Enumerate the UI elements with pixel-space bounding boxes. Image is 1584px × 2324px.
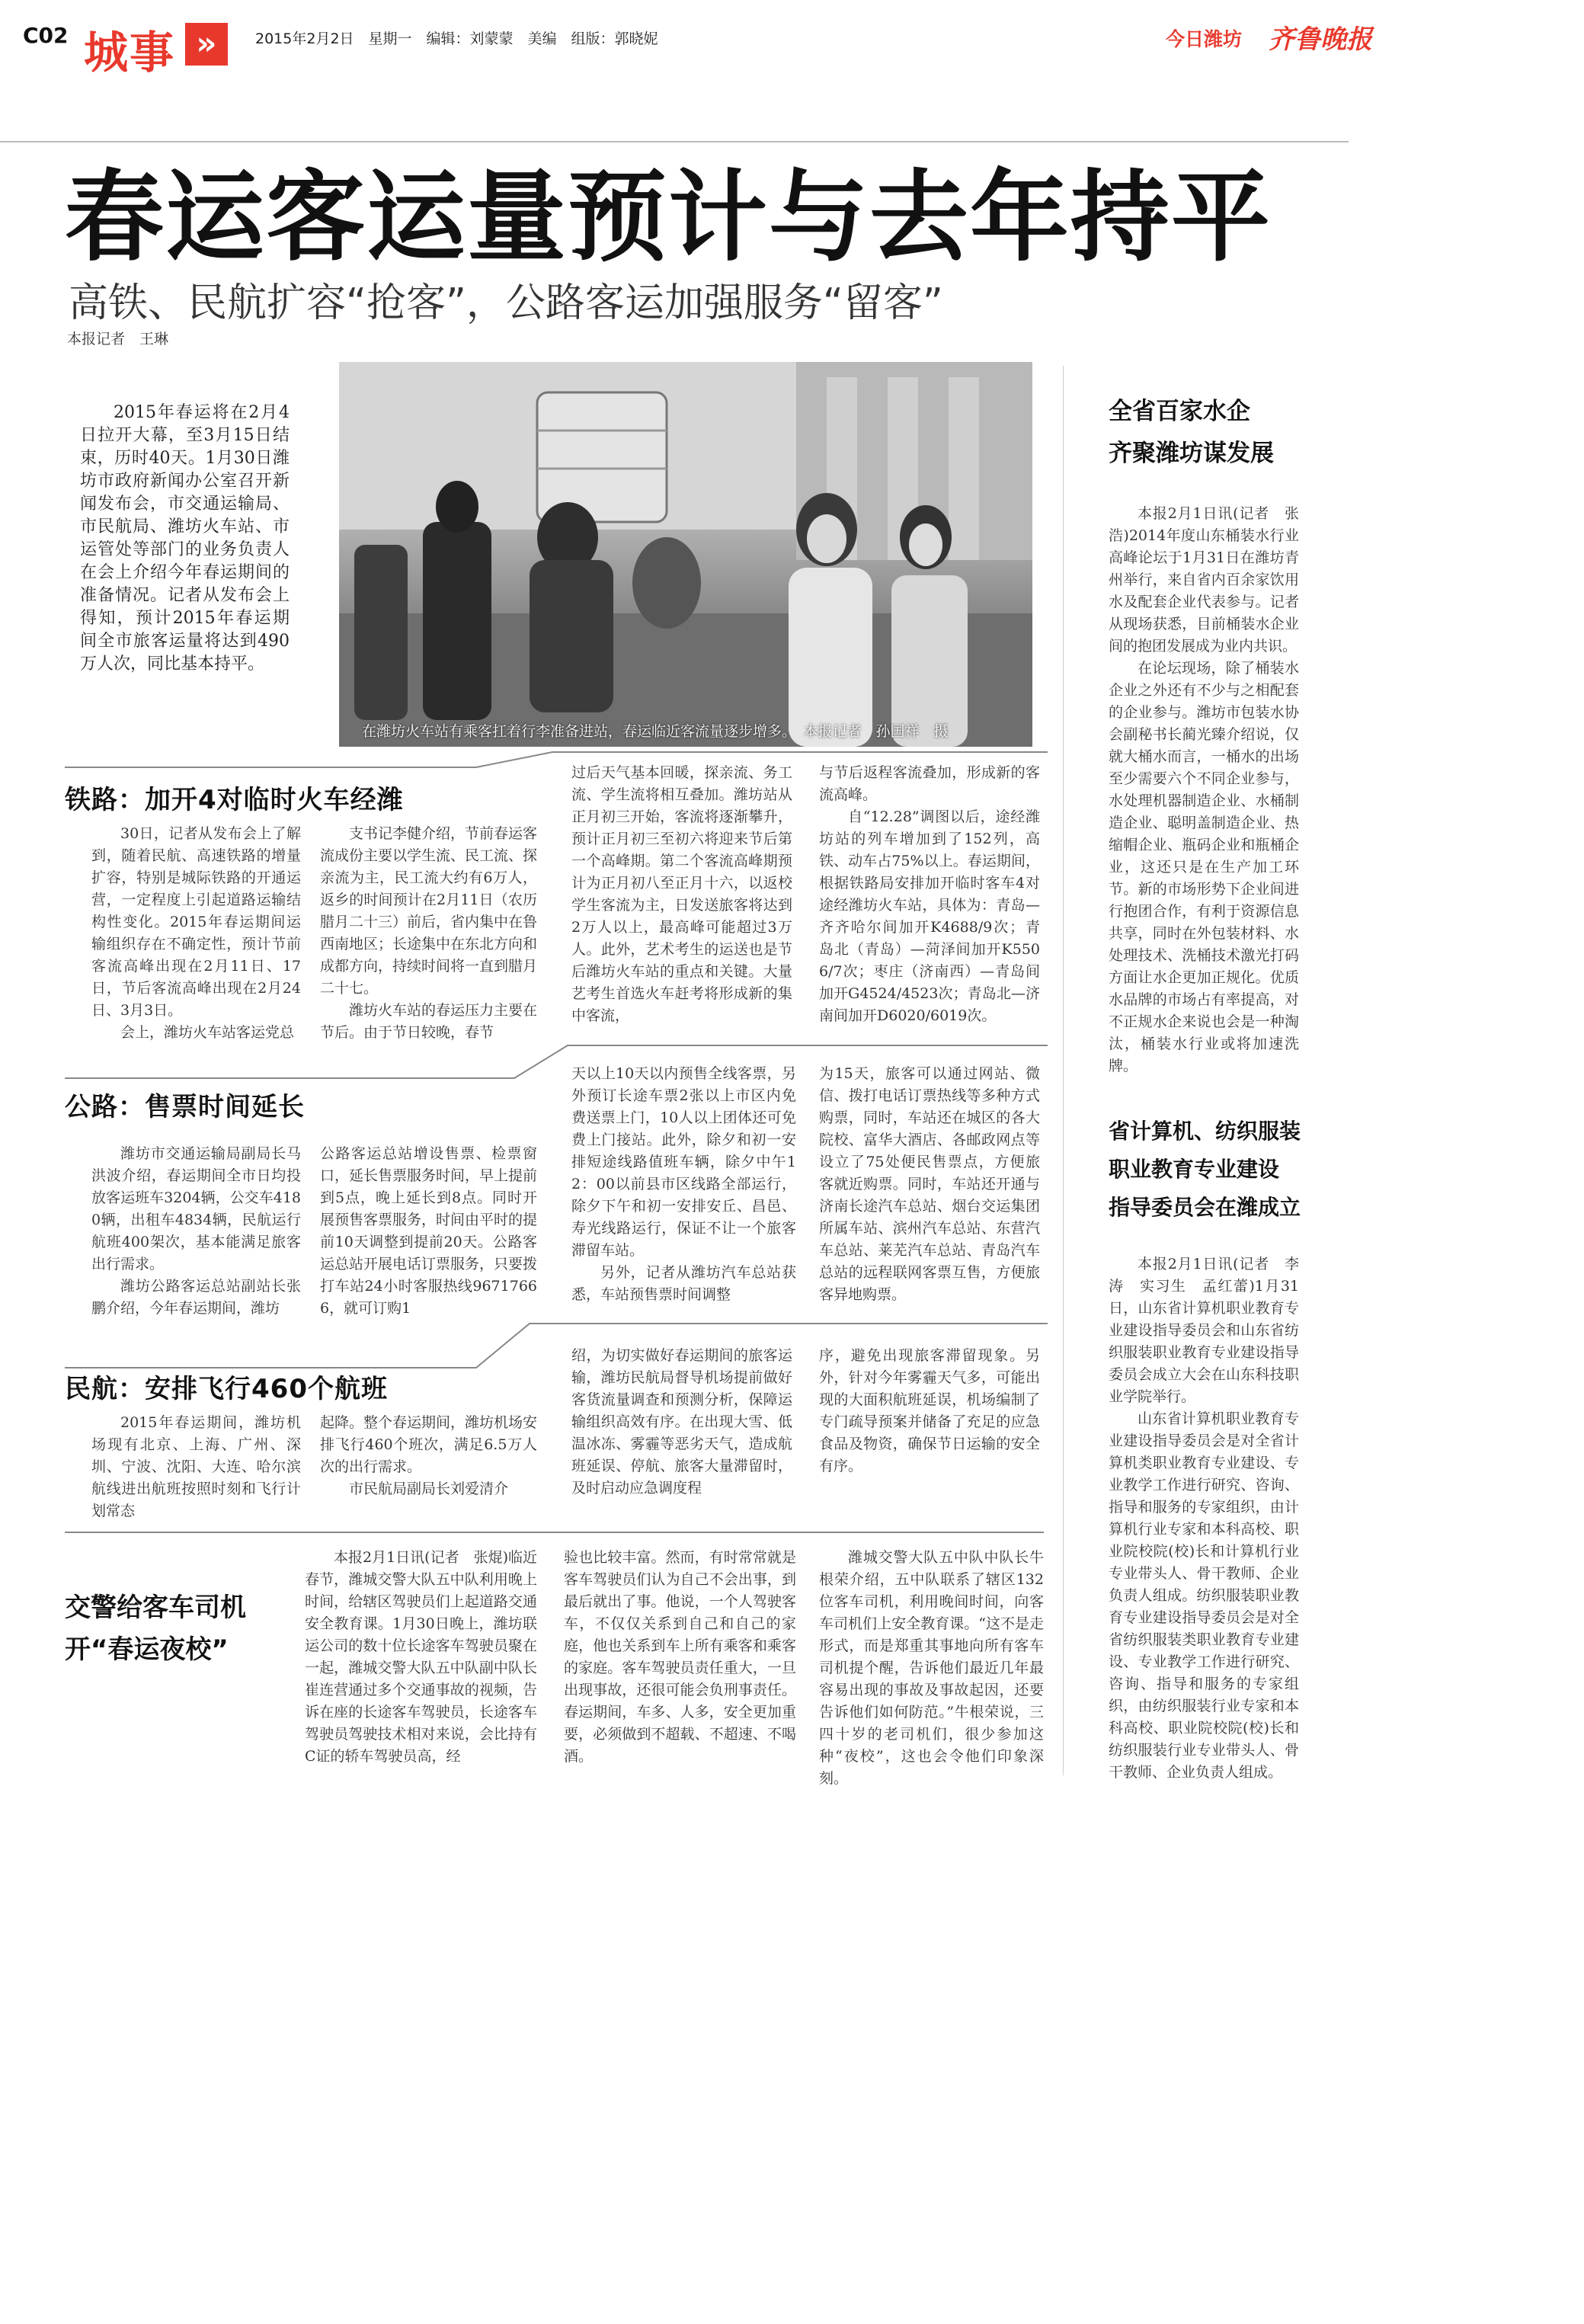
byline: 本报记者 王琳: [67, 331, 169, 347]
paragraph: 山东省计算机职业教育专业建设指导委员会是对全省计算机类职业教育专业建设、专业教学工作进行研究、咨询、指导和服务的专家组织，由计算机行业专家和本科高校、职业院校院(校)长和计算机行业专业带头人、骨干教师、企业负责人组成。纺织服装职业教育专业建设指导委员会是对全省纺织服装类职业教育专业建设、专业教学工作进行研究、咨询、指导和服务的专家组织，由纺织服装行业专家和本科高校、职业院校院(校)长和纺织服装行业专业带头人、骨干教师、企业负责人组成。: [1109, 1410, 1299, 1781]
masthead: [0, 0, 1584, 80]
paragraph: 在论坛现场，除了桶装水企业之外还有不少与之相配套的企业参与。潍坊市包装水协会副秘书长蔺光臻介绍说，仅就大桶水而言，一桶水的出场至少需要六个不同企业参与，水处理机器制造企业、水桶制造企业、聪明盖制造企业、热缩帽企业、瓶码企业和瓶桶企业，这还只是在生产加工环节。新的市场形势下企业间进行抱团合作，有利于资源信息共享，同时在外包装材料、水处理技术、洗桶技术激光打码方面让水企更加正规化。优质水品牌的市场占有率提高，对不正规水企来说也会是一种淘汰，桶装水行业或将加速洗牌。: [1109, 660, 1299, 1074]
sidebar1-title-1: 全省百家水企: [1109, 398, 1250, 425]
police-col-1: [305, 1547, 537, 1775]
paragraph: 验也比较丰富。然而，有时常常就是客车驾驶员们认为自己不会出事，到最后就出了事。他说，一个人驾驶客车，不仅仅关系到自己和自己的家庭，他也关系到车上所有乘客和乘客的家庭。客车驾驶员责任重大，一旦出现事故，还很可能会负刑事责任。春运期间，车多、人多，安全更加重要，必须做到不超载、不超速、不喝酒。: [564, 1549, 796, 1765]
sidebar2-title-3: 指导委员会在潍成立: [1109, 1195, 1301, 1220]
section-name: 城事: [84, 27, 176, 78]
police-story-title-2: 开“春运夜校”: [65, 1634, 229, 1665]
sidebar1-body: [1109, 503, 1299, 1090]
sidebar2-title-1: 省计算机、纺织服装: [1109, 1119, 1301, 1144]
police-col-2: [564, 1547, 796, 1775]
paragraph: 起降。整个春运期间，潍坊机场安排飞行460个班次，满足6.5万人次的出行需求。: [320, 1414, 538, 1475]
police-story-title-1: 交警给客车司机: [65, 1593, 246, 1623]
rail-col-3: [571, 762, 792, 1090]
police-story-divider: [65, 1532, 1044, 1533]
paragraph: 2015年春运期间，潍坊机场现有北京、上海、广州、深圳、宁波、沈阳、大连、哈尔滨航线进出航班按照时刻和飞行计划常态: [91, 1414, 301, 1519]
page-number: C02: [23, 23, 69, 48]
paper-logo: 齐鲁晚报: [1269, 24, 1372, 55]
masthead-divider: [0, 141, 1349, 142]
paragraph: 与节后返程客流叠加，形成新的客流高峰。: [819, 764, 1040, 803]
paragraph: 天以上10天以内预售全线客票，另外预订长途车票2张以上市区内免费送票上门，10人以上团体还可免费上门接站。此外，除夕和初一安排短途线路值班车辆，除夕中午12：00以前县市区线路全部运行，除夕下午和初一安排安丘、昌邑、寿光线路运行，保证不让一个旅客滞留车站。: [571, 1065, 796, 1259]
air-col-1: [91, 1412, 301, 1526]
paragraph: 支书记李健介绍，节前春运客流成份主要以学生流、民工流、探亲流为主，民工流大约有6万人，返乡的时间预计在2月11日（农历腊月二十三）前后，省内集中在鲁西南地区；长途集中在东北方向和成都方向，持续时间将一直到腊月二十七。: [320, 825, 538, 997]
air-section-title: 民航：安排飞行460个航班: [65, 1374, 388, 1404]
paragraph: 本报2月1日讯(记者 张焜)临近春节，潍城交警大队五中队利用晚上时间，给辖区驾驶员们上起道路交通安全教育课。1月30日晚上，潍坊联运公司的数十位长途客车驾驶员聚在一起，潍城交警大队五中队副中队长崔连营通过多个交通事故的视频，告诉在座的长途客车驾驶员，长途客车驾驶员驾驶技术相对来说，会比持有C证的轿车驾驶员高，经: [305, 1549, 538, 1765]
paragraph: 会上，潍坊火车站客运党总: [120, 1024, 295, 1041]
photo-caption: 在潍坊火车站有乘客扛着行李准备进站，春运临近客流量逐步增多。 本报记者 孙国祥 摄: [362, 723, 949, 740]
sidebar-divider: [1063, 366, 1064, 1775]
air-col-2: [320, 1412, 537, 1526]
sidebar1-title-2: 齐聚潍坊谋发展: [1109, 440, 1274, 467]
sidebar2-title-2: 职业教育专业建设: [1109, 1157, 1280, 1182]
paragraph: 过后天气基本回暖，探亲流、务工流、学生流将相互叠加。潍坊站从正月初三开始，客流将逐渐攀升，预计正月初三至初六将迎来节后第一个高峰期。第二个客流高峰期预计为正月初八至正月十六，以返校学生客流为主，日发送旅客将达到2万人以上，最高峰可能超过3万人。此外，艺术考生的运送也是节后潍坊火车站的重点和关键。大量艺考生首选火车赶考将形成新的集中客流，: [571, 764, 792, 1024]
air-col-3: [571, 1345, 792, 1528]
right-section-tag: 今日潍坊: [1166, 28, 1243, 50]
paragraph: 潍城交警大队五中队中队长牛根荣介绍，五中队联系了辖区132位客车司机，利用晚间时间，向客车司机们上安全教育课。“这不是走形式，而是郑重其事地向所有客车司机提个醒，告诉他们最近几年最容易出现的事故及事故起因，还要告诉他们如何防范。”牛根荣说，三四十岁的老司机们，很少参加这种“夜校”，这也会令他们印象深刻。: [819, 1549, 1044, 1787]
paragraph: 潍坊市交通运输局副局长马洪波介绍，春运期间全市日均投放客运班车3204辆，公交车4180辆，出租车4834辆，民航运行航班400架次，基本能满足旅客出行需求。: [91, 1145, 301, 1272]
paragraph: 序，避免出现旅客滞留现象。另外，针对今年雾霾天气多，可能出现的大面积航班延误，机场编制了专门疏导预案并储备了充足的应急食品及物资，确保节日运输的安全有序。: [819, 1347, 1040, 1474]
page-title: 春运客运量预计与去年持平: [65, 159, 1272, 275]
paragraph: 30日，记者从发布会上了解到，随着民航、高速铁路的增量扩容，特别是城际铁路的开通运营，一定程度上引起道路运输结构性变化。2015年春运期间运输组织存在不确定性，预计节前客流高峰出现在2月11日、17日，节后客流高峰出现在2月24日、3月3日。: [91, 825, 301, 1019]
road-section-title: 公路：售票时间延长: [65, 1092, 305, 1122]
paragraph: 潍坊公路客运总站副站长张鹏介绍，今年春运期间，潍坊: [91, 1278, 301, 1317]
photo-illustration: [339, 362, 1032, 747]
sidebar2-body: [1109, 1253, 1299, 1781]
paragraph: 本报2月1日讯(记者 李涛 实习生 孟红蕾)1月31日，山东省计算机职业教育专业建设指导委员会和山东省纺织服装职业教育专业建设指导委员会成立大会在山东科技职业学院举行。: [1109, 1256, 1299, 1405]
air-col-4: [819, 1345, 1040, 1528]
paragraph: 自“12.28”调图以后，途经潍坊站的列车增加到了152列，高铁、动车占75%以上。春运期间，根据铁路局安排加开临时客车4对途经潍坊火车站，具体为：青岛—齐齐哈尔间加开K4688/9次；青岛北（青岛）—菏泽间加开K5506/7次；枣庄（济南西）—青岛间加开G4524/4523次；青岛北—济南间加开D6020/6019次。: [819, 808, 1040, 1024]
section-arrow-icon: »: [185, 23, 228, 66]
paragraph: 绍，为切实做好春运期间的旅客运输，潍坊民航局督导机场提前做好客货流量调查和预测分析，保障运输组织高效有序。在出现大雪、低温冰冻、雾霾等恶劣天气，造成航班延误、停航、旅客大量滞留时，及时启动应急调度程: [571, 1347, 792, 1497]
rail-section-title: 铁路：加开4对临时火车经潍: [65, 785, 404, 815]
rail-col-4: [819, 762, 1040, 1090]
lead-paragraph: 2015年春运将在2月4日拉开大幕，至3月15日结束，历时40天。1月30日潍坊市政府新闻办公室召开新闻发布会，市交通运输局、市民航局、潍坊火车站、市运管处等部门的业务负责人在会上介绍今年春运期间的准备情况。记者从发布会上得知，预计2015年春运期间全市旅客运量将达到490万人次，同比基本持平。: [80, 403, 290, 674]
police-col-3: [819, 1547, 1044, 1787]
paragraph: 潍坊火车站的春运压力主要在节后。由于节日较晚，春节: [320, 1002, 538, 1041]
paragraph: 公路客运总站增设售票、检票窗口，延长售票服务时间，早上提前到5点，晚上延长到8点。同时开展预售客票服务，时间由平时的提前10天调整到提前20天。公路客运总站开展电话订票服务，只要拨打车站24小时客服热线96717666，就可订购1: [320, 1145, 538, 1317]
paragraph: 另外，记者从潍坊汽车总站获悉，车站预售票时间调整: [571, 1264, 796, 1303]
issue-meta: 2015年2月2日 星期一 编辑：刘蒙蒙 美编 组版：郭晓妮: [255, 30, 658, 47]
subtitle: 高铁、民航扩容“抢客”，公路客运加强服务“留客”: [69, 280, 943, 326]
paragraph: 本报2月1日讯(记者 张浩)2014年度山东桶装水行业高峰论坛于1月31日在潍坊青州举行，来自省内百余家饮用水及配套企业代表参与。记者从现场获悉，目前桶装水企业间的抱团发展成为业内共识。: [1109, 505, 1299, 655]
paragraph: 市民航局副局长刘爱清介: [349, 1481, 509, 1497]
paragraph: 为15天，旅客可以通过网站、微信、拨打电话订票热线等多种方式购票，同时，车站还在城区的各大院校、富华大酒店、各邮政网点等设立了75处便民售票点，方便旅客就近购票。同时，车站还开通与济南长途汽车总站、烟台交运集团所属车站、滨州汽车总站、东营汽车总站、莱芜汽车总站、青岛汽车总站的远程联网客票互售，方便旅客异地购票。: [819, 1065, 1040, 1303]
news-photo: [339, 362, 1032, 747]
